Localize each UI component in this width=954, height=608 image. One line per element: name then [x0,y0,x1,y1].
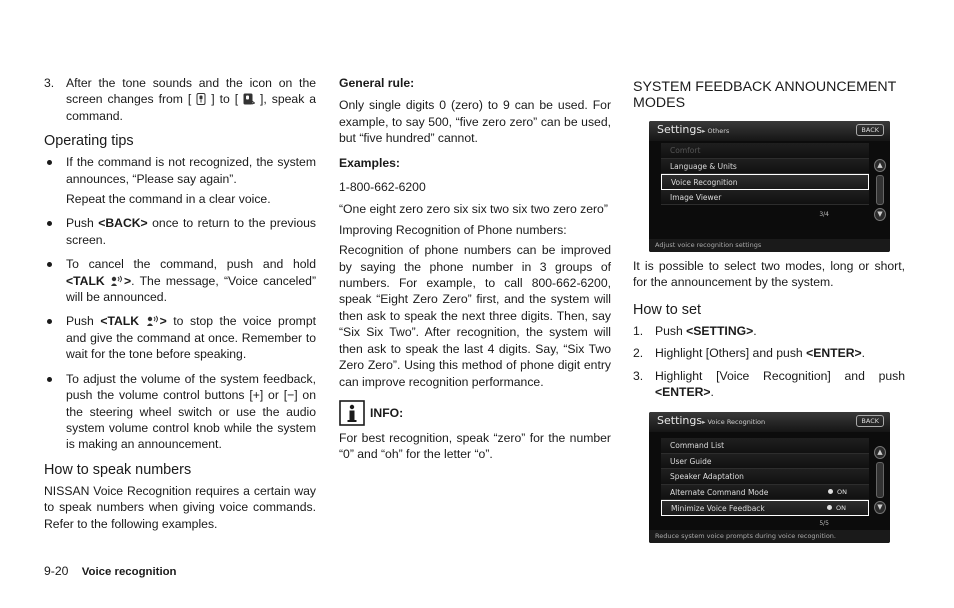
set-step-2 [633,345,905,361]
step-text: ] to [ [211,92,239,107]
microphone-standby-icon [196,93,206,105]
screen-header [649,121,890,141]
how-to-set-heading: How to set [633,301,701,318]
vr-item-command-list[interactable]: Command List [661,438,869,454]
on-indicator: ON [827,501,846,517]
page-indicator-row [661,205,869,217]
column-3 [633,79,905,549]
example-number: 1-800-662-6200 [339,180,426,195]
voice-settings-list [661,438,869,526]
microphone-listening-icon [243,93,255,105]
tip-item [44,371,316,453]
screen-breadcrumb: ▸ Others [702,127,730,135]
column-1 [44,75,316,532]
scroll-up-icon[interactable]: ▲ [874,446,886,459]
scroll-down-icon[interactable]: ▼ [874,501,886,514]
scrollbar[interactable] [874,159,886,224]
screen-footer-hint: Reduce system voice prompts during voice recognition. [649,530,890,543]
scroll-up-icon[interactable]: ▲ [874,159,886,172]
on-indicator: ON [828,485,847,501]
setting-key-label: <SETTING> [686,323,754,338]
settings-item-image-viewer[interactable]: Image Viewer [661,190,869,206]
enter-key-label: <ENTER> [655,385,711,400]
settings-item-language-units[interactable]: Language & Units [661,159,869,175]
step-text: ], speak a command. [66,92,317,123]
tip-text: to stop the voice prompt and give the command at once. Remember to wait for the tone before speaking. [66,314,316,362]
step-text: Highlight [Voice Recognition] and push [655,368,905,383]
settings-others-screen [649,121,890,252]
screen-title [657,414,765,429]
screen-title-text: Settings [657,123,703,136]
step-text: . [861,346,866,361]
screen-header [649,412,890,432]
page-indicator: 5/5 [819,519,829,527]
vr-item-label: Alternate Command Mode [670,487,769,497]
step-number: 3. [44,76,55,90]
enter-key-label: <ENTER> [806,346,862,361]
step-3 [44,75,316,124]
step-text: . [753,323,757,338]
general-rule-label: General rule: [339,76,415,90]
talk-key-label: <TALK [100,314,140,329]
settings-item-voice-recognition[interactable]: Voice Recognition [661,174,869,190]
tip-text: To cancel the command, push and hold [66,257,316,272]
intro-text: It is possible to select two modes, long or short, for the announcement by the system. [633,259,905,290]
page-indicator-row [661,516,869,526]
section-label: Voice recognition [81,566,177,578]
back-button[interactable]: BACK [856,124,884,136]
screen-breadcrumb: ▸ Voice Recognition [702,418,766,427]
settings-list [661,143,869,217]
page-number: 9-20 [44,564,69,578]
scrollbar[interactable] [874,446,886,517]
tip-text: Push [66,314,101,329]
vr-item-speaker-adaptation[interactable]: Speaker Adaptation [661,469,869,485]
info-icon [339,400,365,426]
talk-key-label: > [124,273,132,288]
tip-item [44,256,316,305]
tip-subtext: Repeat the command in a clear voice. [66,192,271,207]
examples-label: Examples: [339,155,400,170]
page-footer [44,563,177,580]
set-step-3 [633,368,905,401]
tip-text: Push [66,216,99,231]
step-number: 1. [633,323,644,338]
screen-title-text: Settings [657,414,703,428]
step-text: . [710,385,714,400]
back-button[interactable]: BACK [856,415,884,427]
section-title: SYSTEM FEEDBACK ANNOUNCEMENT MODES [633,79,897,111]
tip-text: . The message, “Voice canceled” will be announced. [66,273,317,305]
scroll-track[interactable] [876,175,884,205]
tip-item [44,313,316,362]
tip-text: once to return to the previous screen. [66,216,316,247]
screen-title [657,123,729,138]
step-text: After the tone sounds and the icon on the screen changes from [ [66,76,316,107]
tip-text: If the command is not recognized, the system announces, “Please say again”. [66,155,316,186]
vr-item-label: Minimize Voice Feedback [671,504,765,514]
improving-title: Improving Recognition of Phone numbers: [339,222,567,237]
tip-text: To adjust the volume of the system feedback, push the volume control buttons [+] or [−] on the steering wheel switch or use the audio system volume control knob while the system is making an announcement. [66,371,316,452]
tip-item [44,154,316,207]
general-rule-text: Only single digits 0 (zero) to 9 can be used. For example, to say 500, “five zero zero” can be used, but “five hundred” cannot. [339,98,611,146]
settings-item-comfort[interactable]: Comfort [661,143,869,159]
talk-key-label: > [159,314,167,329]
improving-text: Recognition of phone numbers can be improved by saying the phone number in 3 groups of numbers. For example, to call 800-662-6200, speak “Eight Zero Zero” first, and the system will then ask to speak the next three digits. Then, say “Six Six Two”. After recognition, the system will then ask to speak the last 4 digits. Say, “Six Two Zero Zero”. Using this method of phone digit entry can improve recognition performance. [339,243,611,389]
talk-voice-icon [110,275,124,287]
vr-item-alternate-command-mode[interactable] [661,485,869,501]
speak-numbers-heading: How to speak numbers [44,461,192,478]
info-label: INFO: [370,405,404,420]
screen-footer-hint: Adjust voice recognition settings [649,239,890,252]
info-text: For best recognition, speak “zero” for the number “0” and “oh” for the letter “o”. [339,430,611,462]
vr-item-minimize-voice-feedback[interactable] [661,500,869,516]
step-text: Highlight [Others] and push [655,346,807,361]
speak-numbers-text: NISSAN Voice Recognition requires a certain way to speak numbers when giving voice commands. Refer to the following examples. [44,483,316,531]
scroll-down-icon[interactable]: ▼ [874,208,886,221]
talk-key-label: <TALK [66,273,105,288]
step-number: 3. [633,368,644,383]
column-2 [339,75,611,463]
settings-voice-recognition-screen [649,412,890,543]
talk-voice-icon [146,315,160,327]
info-block [339,400,611,426]
step-number: 2. [633,346,644,361]
step-text: Push [655,323,687,338]
page-indicator: 3/4 [819,211,829,218]
set-step-1 [633,323,905,339]
scroll-track[interactable] [876,462,884,498]
operating-tips-heading: Operating tips [44,133,134,150]
example-spoken: “One eight zero zero six six two six two zero zero” [339,202,608,217]
back-key-label: <BACK> [98,216,148,231]
vr-item-user-guide[interactable]: User Guide [661,454,869,470]
tip-item [44,215,316,248]
